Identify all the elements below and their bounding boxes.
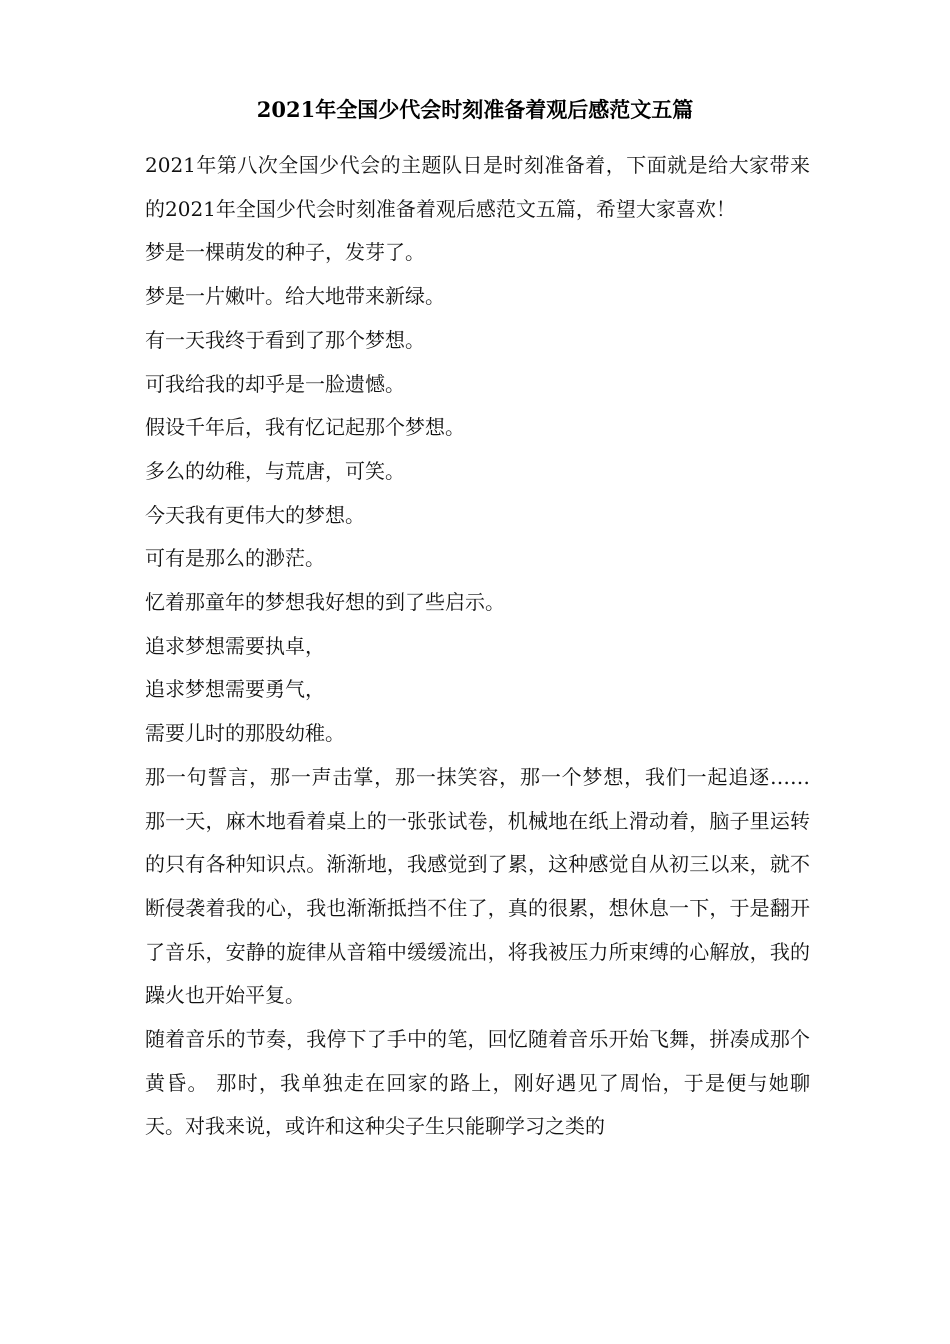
poem-line: 追求梦想需要执卓，: [145, 633, 325, 658]
document-title: 2021年全国少代会时刻准备着观后感范文五篇: [256, 97, 694, 122]
intro-paragraph: 2021年第八次全国少代会的主题队日是时刻准备着，下面就是给大家带来的2021年全国少代会时刻准备着观后感范文五篇，希望大家喜欢！: [145, 153, 810, 221]
essay-paragraph: 那一句誓言，那一声击掌，那一抹笑容，那一个梦想，我们一起追逐…… 那一天，麻木地看着桌上的一张张试卷，机械地在纸上滑动着，脑子里运转的只有各种知识点。渐渐地，我感觉到了累，这种感觉自从初三以来，就不断侵袭着我的心，我也渐渐抵挡不住了，真的很累，想休息一下，于是翻开了音乐，安静的旋律从音箱中缓缓流出，将我被压力所束缚的心解放，我的躁火也开始平复。: [145, 764, 810, 1008]
poem-line: 假设千年后，我有忆记起那个梦想。: [145, 415, 465, 440]
poem-line: 忆着那童年的梦想我好想的到了些启示。: [145, 590, 505, 615]
poem-line: 可有是那么的渺茫。: [145, 546, 325, 571]
poem-line: 追求梦想需要勇气，: [145, 677, 325, 702]
essay-paragraph: 随着音乐的节奏，我停下了手中的笔，回忆随着音乐开始飞舞，拼凑成那个黄昏。 那时，我单独走在回家的路上，刚好遇见了周怡，于是便与她聊天。对我来说，或许和这种尖子生只能聊学习之类的: [145, 1027, 810, 1139]
poem-line: 今天我有更伟大的梦想。: [145, 502, 365, 527]
poem-line: 需要儿时的那股幼稚。: [145, 721, 345, 746]
poem-line: 梦是一棵萌发的种子，发芽了。: [145, 240, 425, 265]
poem-line: 可我给我的却乎是一脸遗憾。: [145, 371, 405, 396]
poem-line: 多么的幼稚，与荒唐，可笑。: [145, 458, 405, 483]
poem-line: 有一天我终于看到了那个梦想。: [145, 327, 425, 352]
poem-line: 梦是一片嫩叶。给大地带来新绿。: [145, 284, 445, 309]
document-body: [145, 144, 810, 1149]
